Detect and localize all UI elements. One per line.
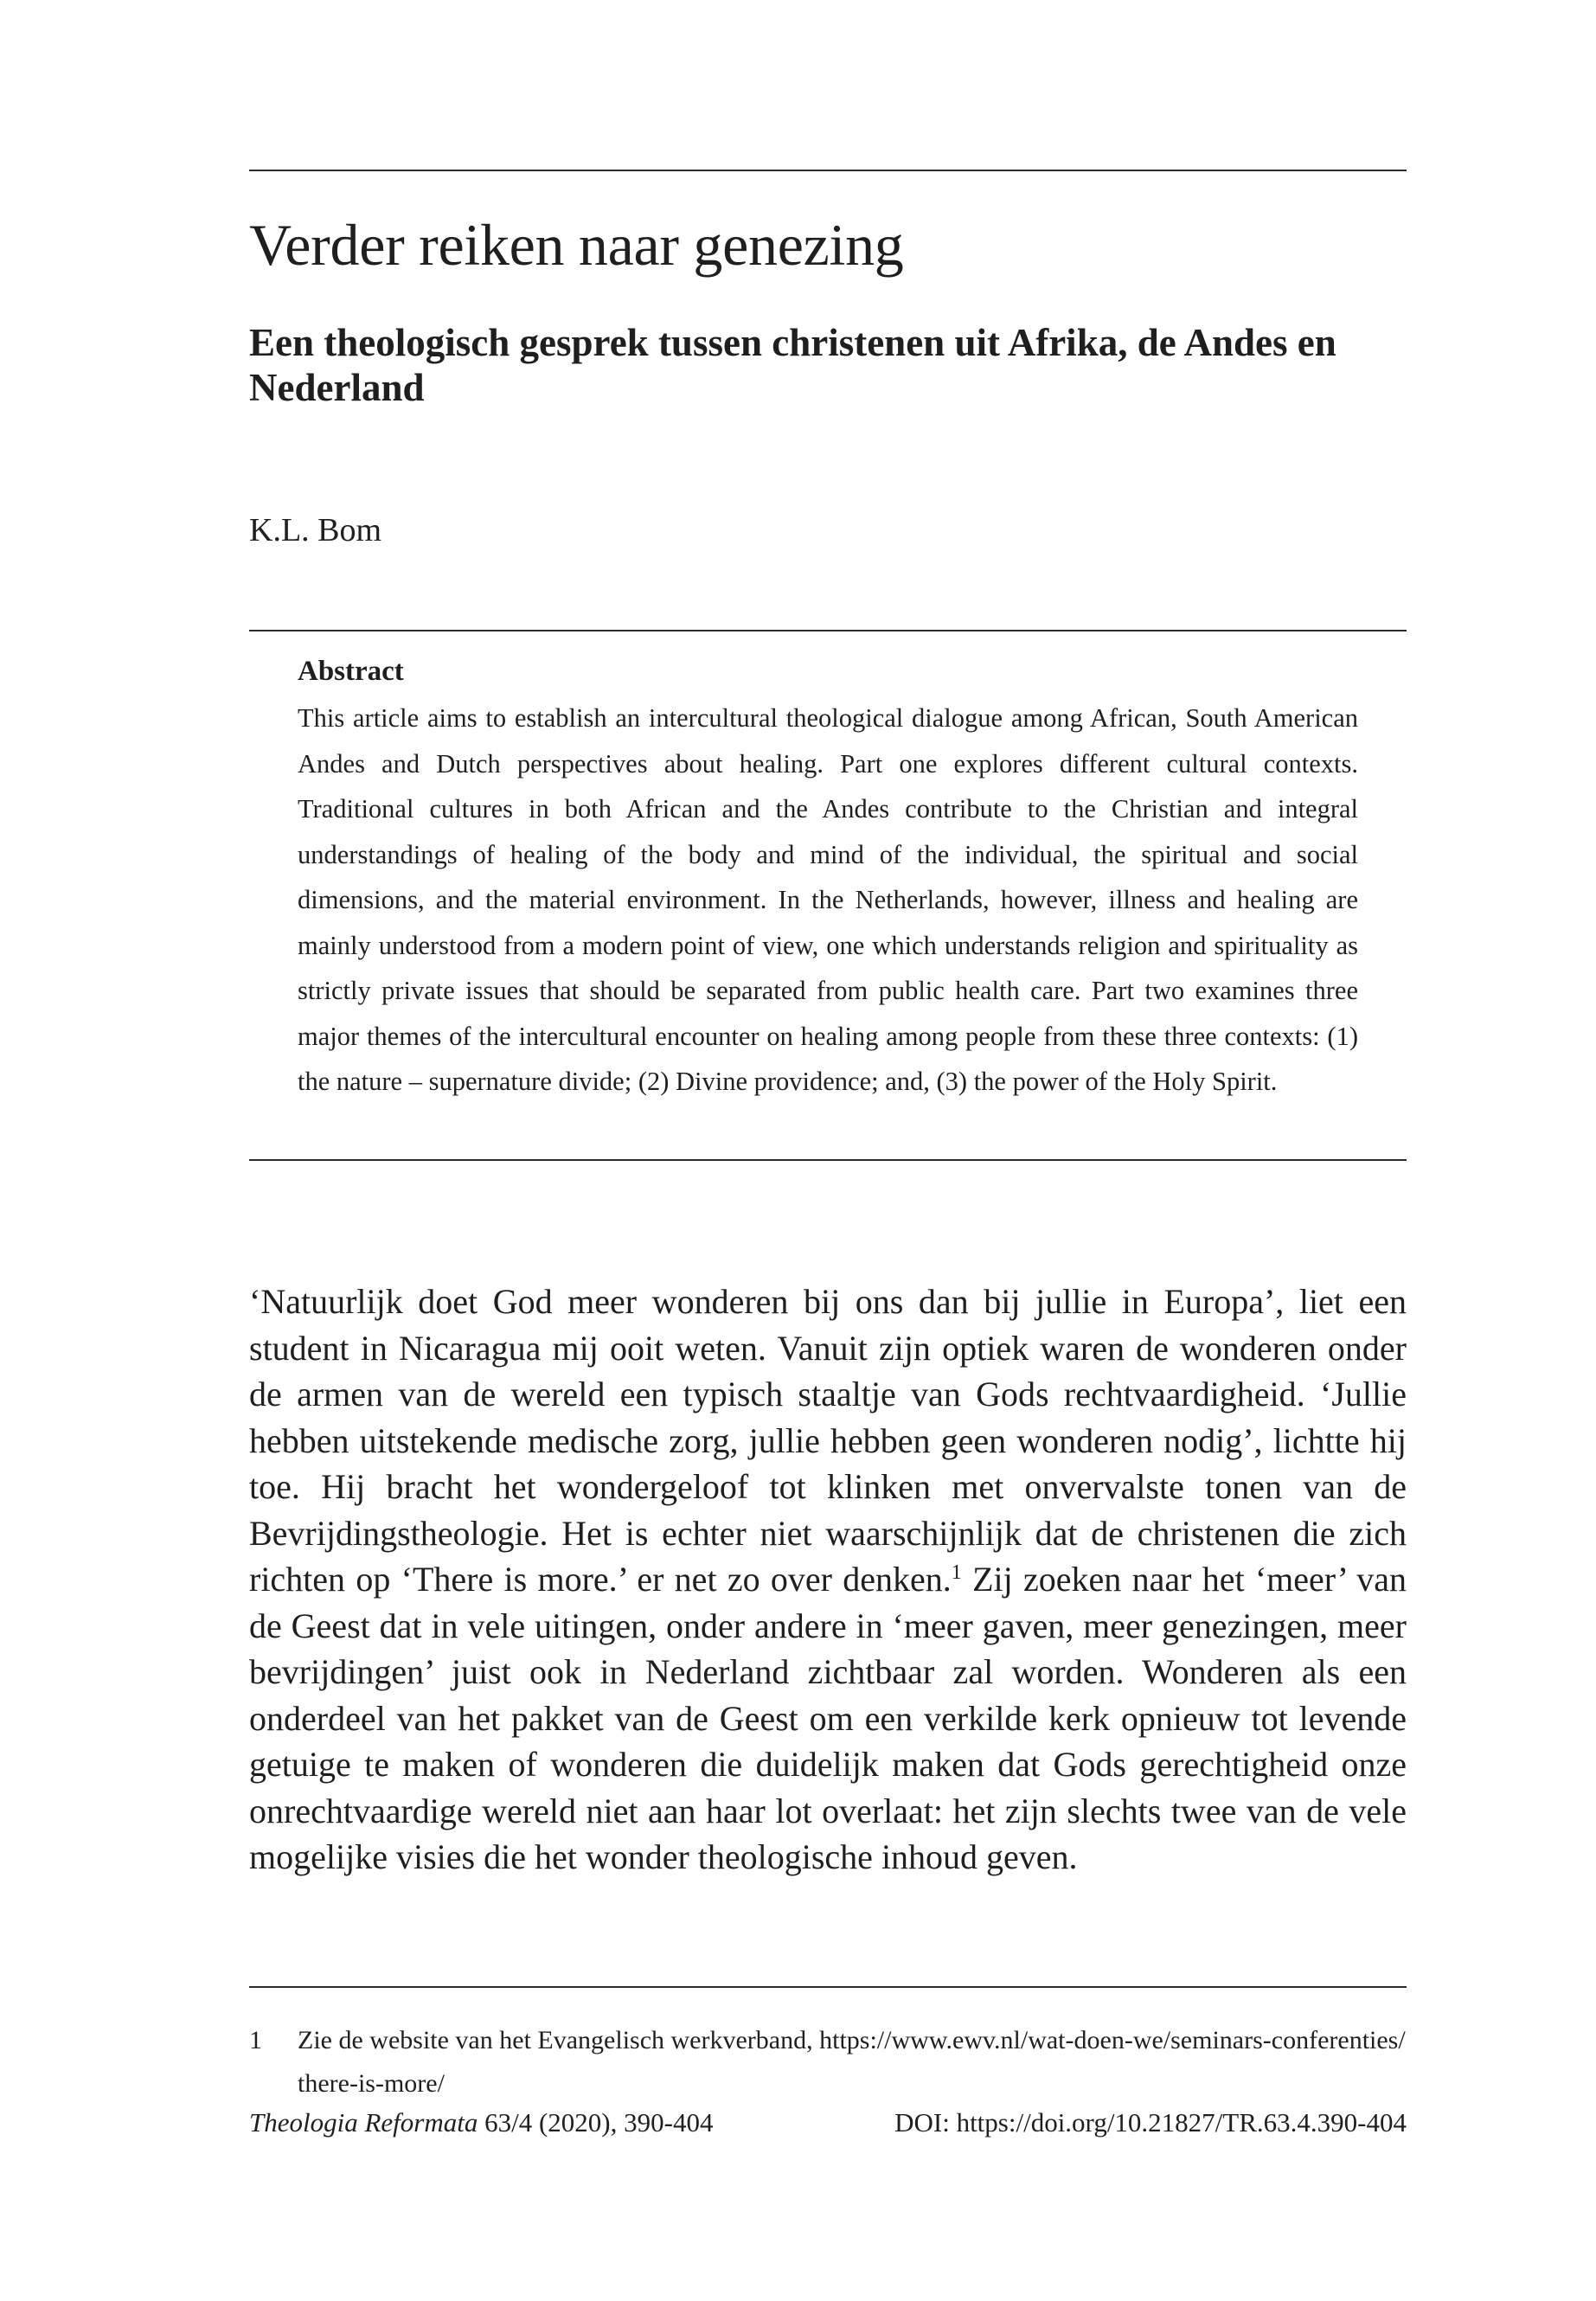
- abstract-heading: Abstract: [298, 656, 404, 687]
- abstract-bottom-rule: [249, 1159, 1407, 1161]
- top-rule: [249, 170, 1407, 171]
- article-author: K.L. Bom: [249, 512, 382, 548]
- abstract-text: This article aims to establish an intercultural theological dialogue among African, South American Andes and Dutch perspectives about healing. Part one explores different cultural contexts. Traditional cultures in both African and the Andes contribute to the Christian and integral understandings of healing of the body and mind of the individual, the spiritual and social dimensions, and the material environment. In the Netherlands, however, illness and healing are mainly understood from a modern point of view, one which understands religion and spirituality as strictly private issues that should be separated from public health care. Part two examines three major themes of the intercultural encounter on healing among people from these three contexts: (1) the nature – supernature divide; (2) Divine providence; and, (3) the power of the Holy Spirit.: [298, 703, 1358, 1096]
- footnote-separator-rule: [249, 1986, 1407, 1988]
- doi-link[interactable]: DOI: https://doi.org/10.21827/TR.63.4.390-404: [894, 2107, 1407, 2138]
- body-text-part-2: Zij zoeken naar het ‘meer’ van de Geest dat in vele uitingen, onder andere in ‘meer gaven, meer genezingen, meer bevrijdingen’ juist ook in Nederland zichtbaar zal worden. Wonderen als een onderdeel van het pakket van de Geest om een verkilde kerk opnieuw tot levende getuige te maken of wonderen die duidelijk maken dat Gods gerechtigheid onze onrechtvaardige wereld niet aan haar lot overlaat: het zijn slechts twee van de vele mogelijke visies die het wonder theologische inhoud geven.: [249, 1560, 1407, 1876]
- abstract-top-rule: [249, 630, 1407, 631]
- footnote-reference[interactable]: 1: [951, 1561, 962, 1584]
- body-text-part-1: ‘Natuurlijk doet God meer wonderen bij ons dan bij jullie in Europa’, liet een student in Nicaragua mij ooit weten. Vanuit zijn optiek waren de wonderen onder de armen van de wereld een typisch staaltje van Gods rechtvaardigheid. ‘Jullie hebben uitstekende medische zorg, jullie hebben geen wonderen nodig’, lichtte hij toe. Hij bracht het wondergeloof tot klinken met onvervalste tonen van de Bevrijdingstheologie. Het is echter niet waarschijnlijk dat de christenen die zich richten op ‘There is more.’ er net zo over denken.: [249, 1282, 1407, 1599]
- footnote-text: Zie de website van het Evangelisch werkverband, https://www.ewv.nl/wat-doen-we/seminars-conferenties/there-is-more/: [298, 2026, 1406, 2098]
- article-subtitle: Een theologisch gesprek tussen christenen uit Afrika, de Andes en Nederland: [249, 321, 1336, 409]
- footnote: [249, 2019, 1407, 2106]
- journal-issue-details: 63/4 (2020), 390-404: [478, 2107, 714, 2138]
- abstract-section: [298, 651, 1358, 1105]
- journal-name: Theologia Reformata: [249, 2107, 478, 2138]
- journal-reference: [249, 2102, 713, 2144]
- article-title: Verder reiken naar genezing: [249, 212, 904, 278]
- body-paragraph: [249, 1279, 1407, 1881]
- footnote-number: 1: [249, 2026, 262, 2054]
